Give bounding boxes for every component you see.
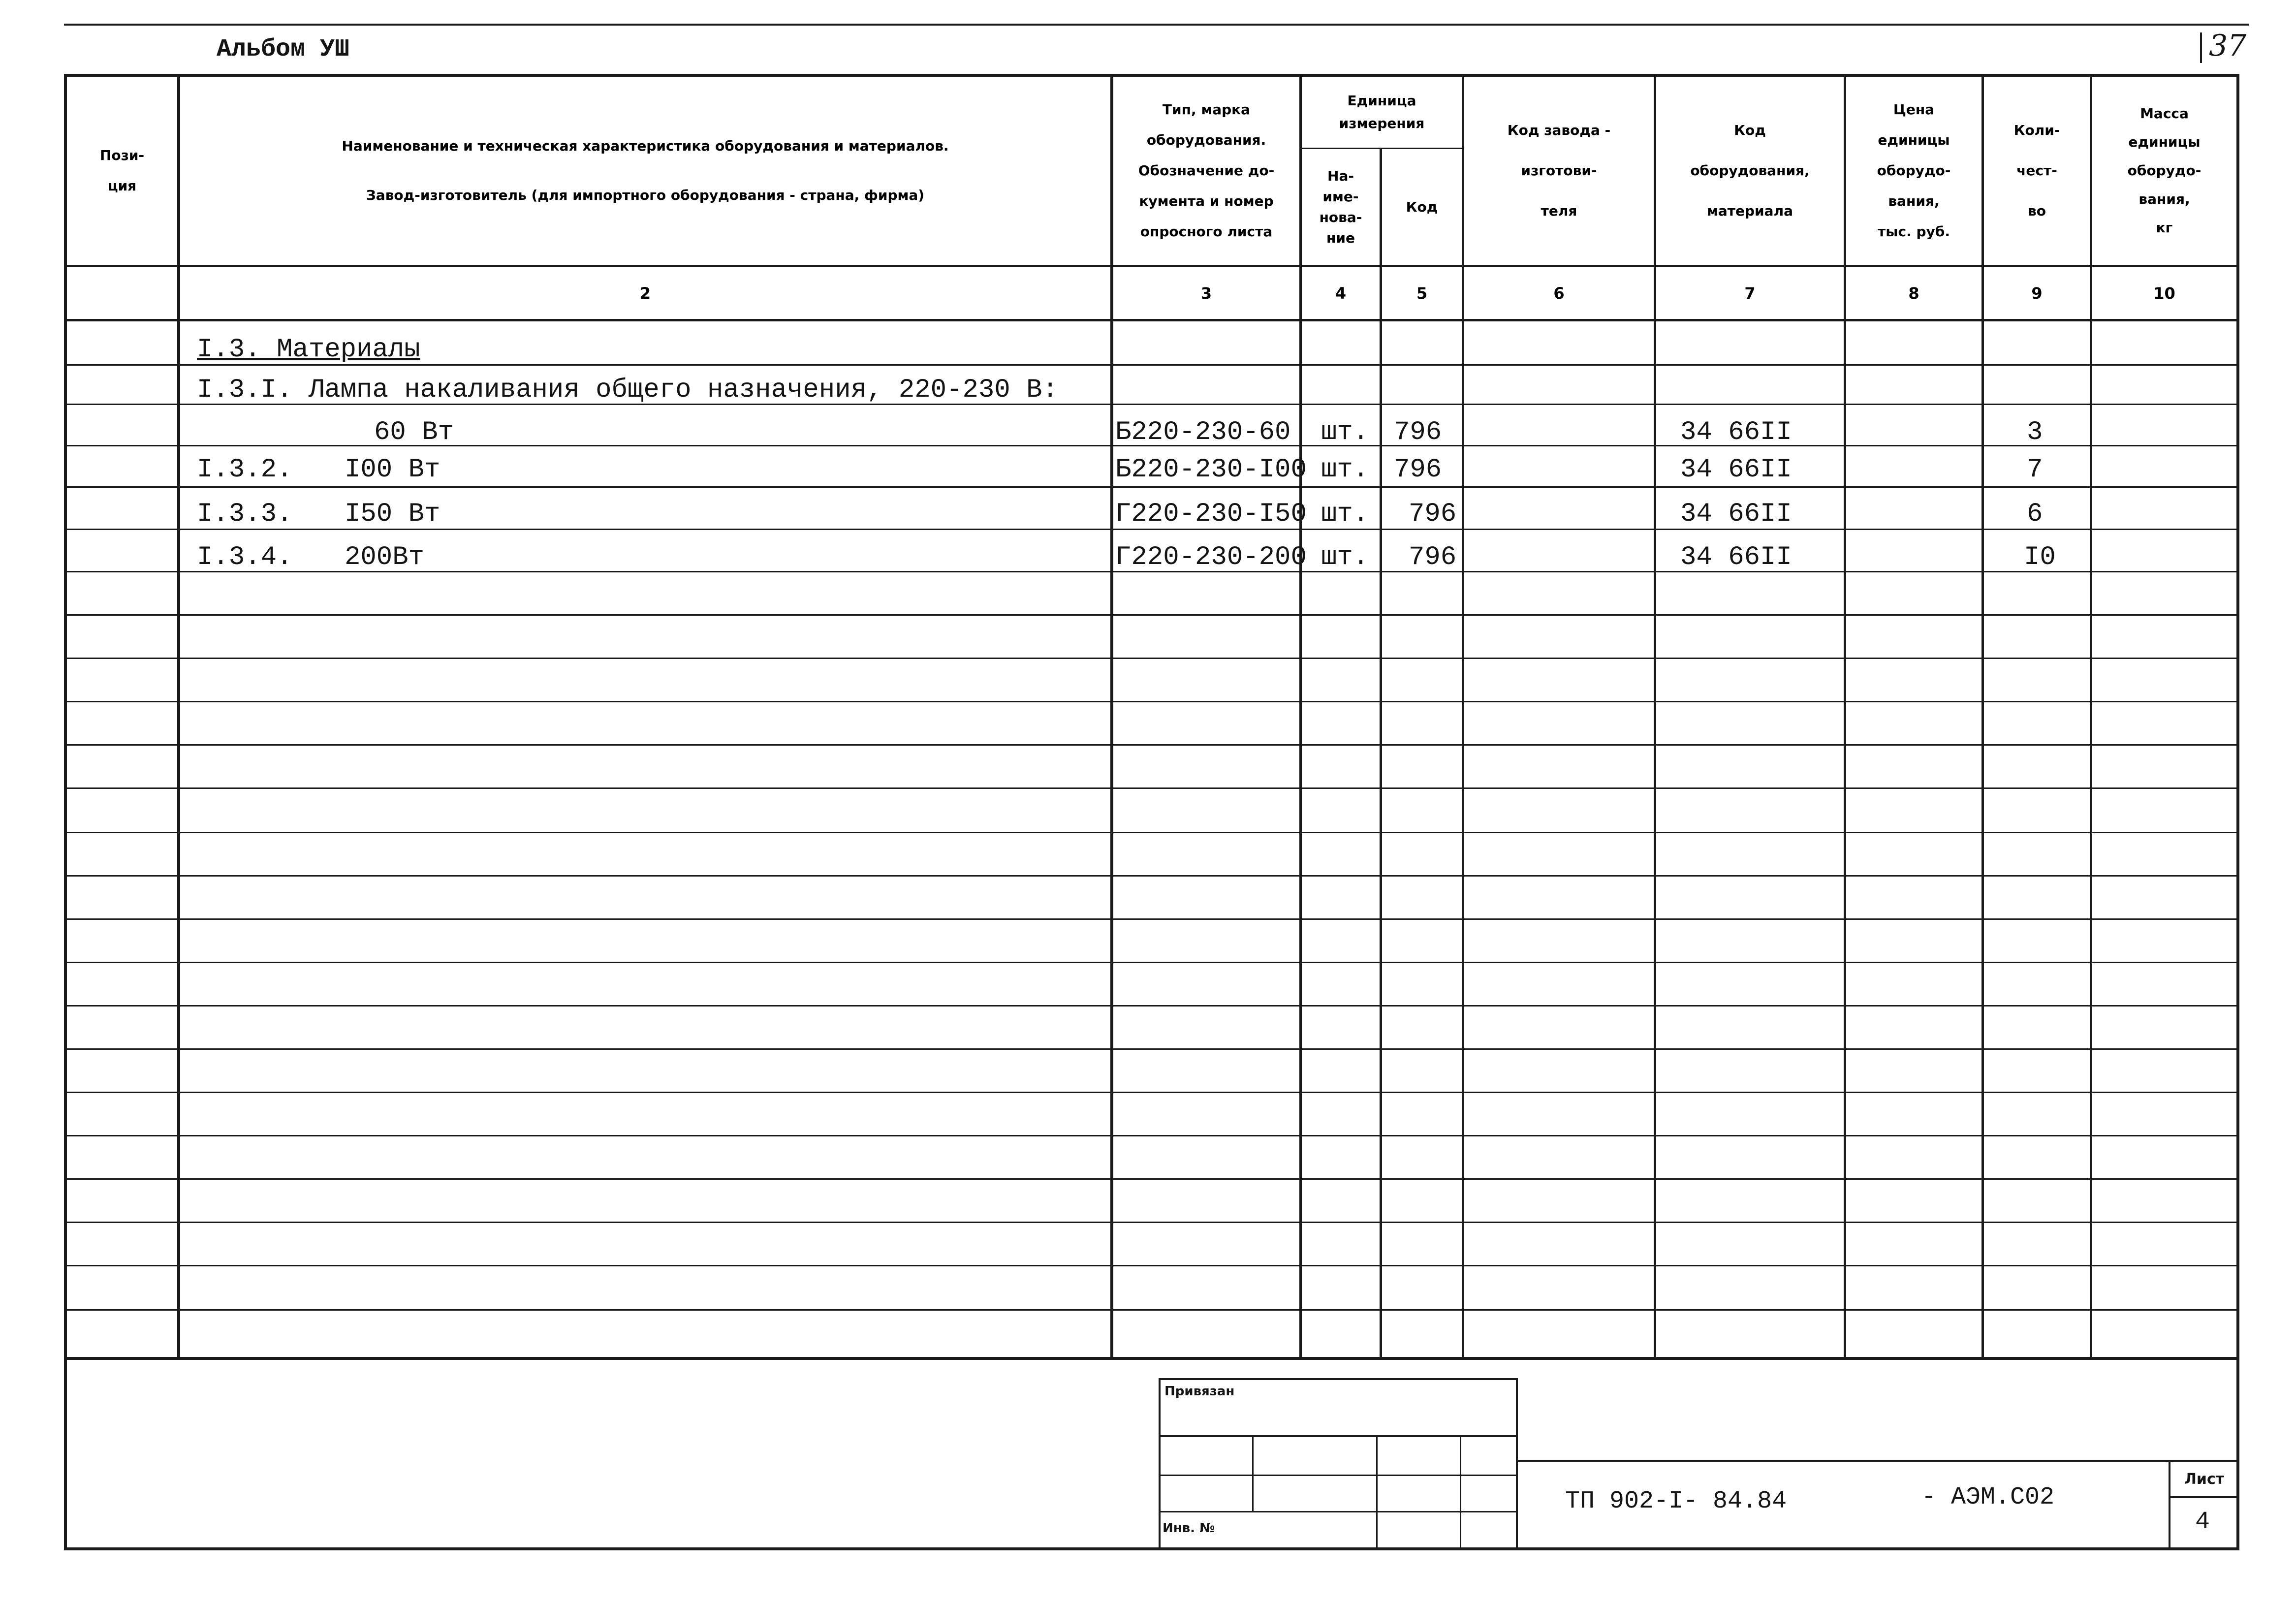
row1-name: 60 Вт xyxy=(374,417,454,447)
stamp-h1 xyxy=(1159,1435,1518,1437)
row-line xyxy=(64,614,2239,616)
subsection-title: I.3.I. Лампа накаливания общего назначения, 220-230 В: xyxy=(197,375,1058,405)
row2-name: I00 Вт xyxy=(345,455,440,485)
doc-suffix: - АЭМ.С02 xyxy=(1921,1483,2055,1511)
stamp-top xyxy=(1159,1378,1518,1380)
row3-qty: 6 xyxy=(2027,499,2043,529)
stamp-v2 xyxy=(1376,1435,1378,1548)
frame-bottom xyxy=(64,1547,2239,1550)
col-line-6 xyxy=(1654,74,1656,1358)
section-title: I.3. Материалы xyxy=(197,335,420,365)
header-mass: Масса единицы оборудо- вания, кг xyxy=(2127,105,2202,236)
sheet-corner-number: 37 xyxy=(2209,29,2247,63)
row3-pos: I.3.3. xyxy=(197,499,293,529)
row-line xyxy=(64,875,2239,877)
col-line-7 xyxy=(1844,74,1846,1358)
colnum-6: 6 xyxy=(1553,283,1565,303)
top-border-line xyxy=(64,24,2249,26)
row-line xyxy=(64,486,2239,488)
colnum-10: 10 xyxy=(2153,283,2175,303)
header-name-line2: Завод-изготовитель (для импортного оборудования - страна, фирма) xyxy=(366,187,925,203)
col-line-8 xyxy=(1981,74,1984,1358)
row-line xyxy=(64,787,2239,789)
col-line-5 xyxy=(1462,74,1464,1358)
sheet-number: 4 xyxy=(2195,1508,2210,1536)
album-title: Альбом УШ xyxy=(217,35,350,63)
row-line xyxy=(64,1178,2239,1180)
row-line xyxy=(64,1309,2239,1311)
row2-unit: шт. xyxy=(1321,455,1369,485)
row-line xyxy=(64,1005,2239,1006)
col-line-1 xyxy=(177,74,180,1358)
sheet-box-divider xyxy=(2169,1496,2237,1498)
row2-qty: 7 xyxy=(2027,455,2043,485)
colnum-4: 4 xyxy=(1335,283,1347,303)
col-line-3 xyxy=(1299,74,1302,1358)
header-plant-code: Код завода - изготови- теля xyxy=(1507,122,1611,219)
row4-qty: I0 xyxy=(2024,542,2056,572)
sheet-label: Лист xyxy=(2184,1471,2225,1488)
row2-mat-code: 34 66II xyxy=(1680,455,1792,485)
frame-right xyxy=(2236,74,2239,1550)
row-line xyxy=(64,832,2239,833)
row1-unit: шт. xyxy=(1321,417,1369,447)
row4-mat-code: 34 66II xyxy=(1680,542,1792,572)
row-line xyxy=(64,658,2239,659)
row3-unit: шт. xyxy=(1321,499,1369,529)
frame-left xyxy=(64,74,67,1550)
header-unit-name: На- име- нова- ние xyxy=(1319,167,1362,246)
colnum-2: 2 xyxy=(639,283,651,303)
row-line xyxy=(64,1265,2239,1266)
colnum-7: 7 xyxy=(1744,283,1756,303)
row1-code: 796 xyxy=(1394,417,1442,447)
row1-type: Б220-230-60 xyxy=(1115,417,1291,447)
stamp-left xyxy=(1159,1378,1161,1548)
table-bottom-line xyxy=(64,1357,2239,1360)
stamp-v1 xyxy=(1252,1435,1254,1511)
row-line xyxy=(64,962,2239,963)
col-line-2 xyxy=(1110,74,1113,1358)
header-position: Пози- ция xyxy=(99,147,145,194)
row4-type: Г220-230-200 xyxy=(1115,542,1307,572)
header-type: Тип, марка оборудования. Обозначение до- кумента и номер опросного листа xyxy=(1138,101,1275,240)
row2-code: 796 xyxy=(1394,455,1442,485)
colnum-5: 5 xyxy=(1416,283,1428,303)
doc-code: ТП 902-I- 84.84 xyxy=(1565,1487,1787,1515)
row1-qty: 3 xyxy=(2027,417,2043,447)
row4-name: 200Вт xyxy=(345,542,425,572)
row-line xyxy=(64,1048,2239,1050)
row-line xyxy=(64,1222,2239,1223)
stamp-h3 xyxy=(1159,1511,1518,1512)
header-unit-code: Код xyxy=(1406,198,1438,215)
row-line xyxy=(64,701,2239,702)
row4-pos: I.3.4. xyxy=(197,542,293,572)
col-line-9 xyxy=(2090,74,2092,1358)
row2-pos: I.3.2. xyxy=(197,455,293,485)
header-unit-group: Единица измерения xyxy=(1339,93,1425,131)
row4-unit: шт. xyxy=(1321,542,1369,572)
title-block-top xyxy=(1518,1460,2237,1462)
header-quantity: Коли- чест- во xyxy=(2013,122,2060,219)
sheet-box-left xyxy=(2169,1460,2170,1548)
col-line-4 xyxy=(1380,148,1382,1358)
header-price: Цена единицы оборудо- вания, тыс. руб. xyxy=(1877,101,1951,240)
stamp-v3 xyxy=(1460,1435,1461,1548)
colnum-bottom-line xyxy=(64,319,2239,321)
row-line xyxy=(64,744,2239,746)
row3-mat-code: 34 66II xyxy=(1680,499,1792,529)
colnum-8: 8 xyxy=(1908,283,1919,303)
row-line xyxy=(64,918,2239,920)
header-name-line1: Наименование и техническая характеристика оборудования и материалов. xyxy=(342,138,949,154)
header-name xyxy=(180,77,1110,265)
stamp-right xyxy=(1516,1378,1518,1548)
row3-code: 796 xyxy=(1409,499,1457,529)
row-line xyxy=(64,1135,2239,1136)
stamp-linked: Привязан xyxy=(1164,1384,1235,1399)
row1-mat-code: 34 66II xyxy=(1680,417,1792,447)
stamp-h2 xyxy=(1159,1475,1518,1476)
row3-type: Г220-230-I50 xyxy=(1115,499,1307,529)
row-line xyxy=(64,1092,2239,1093)
row3-name: I50 Вт xyxy=(345,499,440,529)
stamp-inv: Инв. № xyxy=(1163,1521,1215,1536)
row4-code: 796 xyxy=(1409,542,1457,572)
colnum-9: 9 xyxy=(2031,283,2043,303)
header-material-code: Код оборудования, материала xyxy=(1690,122,1810,219)
corner-tick xyxy=(2200,32,2202,63)
row2-type: Б220-230-I00 xyxy=(1115,455,1307,485)
colnum-3: 3 xyxy=(1200,283,1212,303)
